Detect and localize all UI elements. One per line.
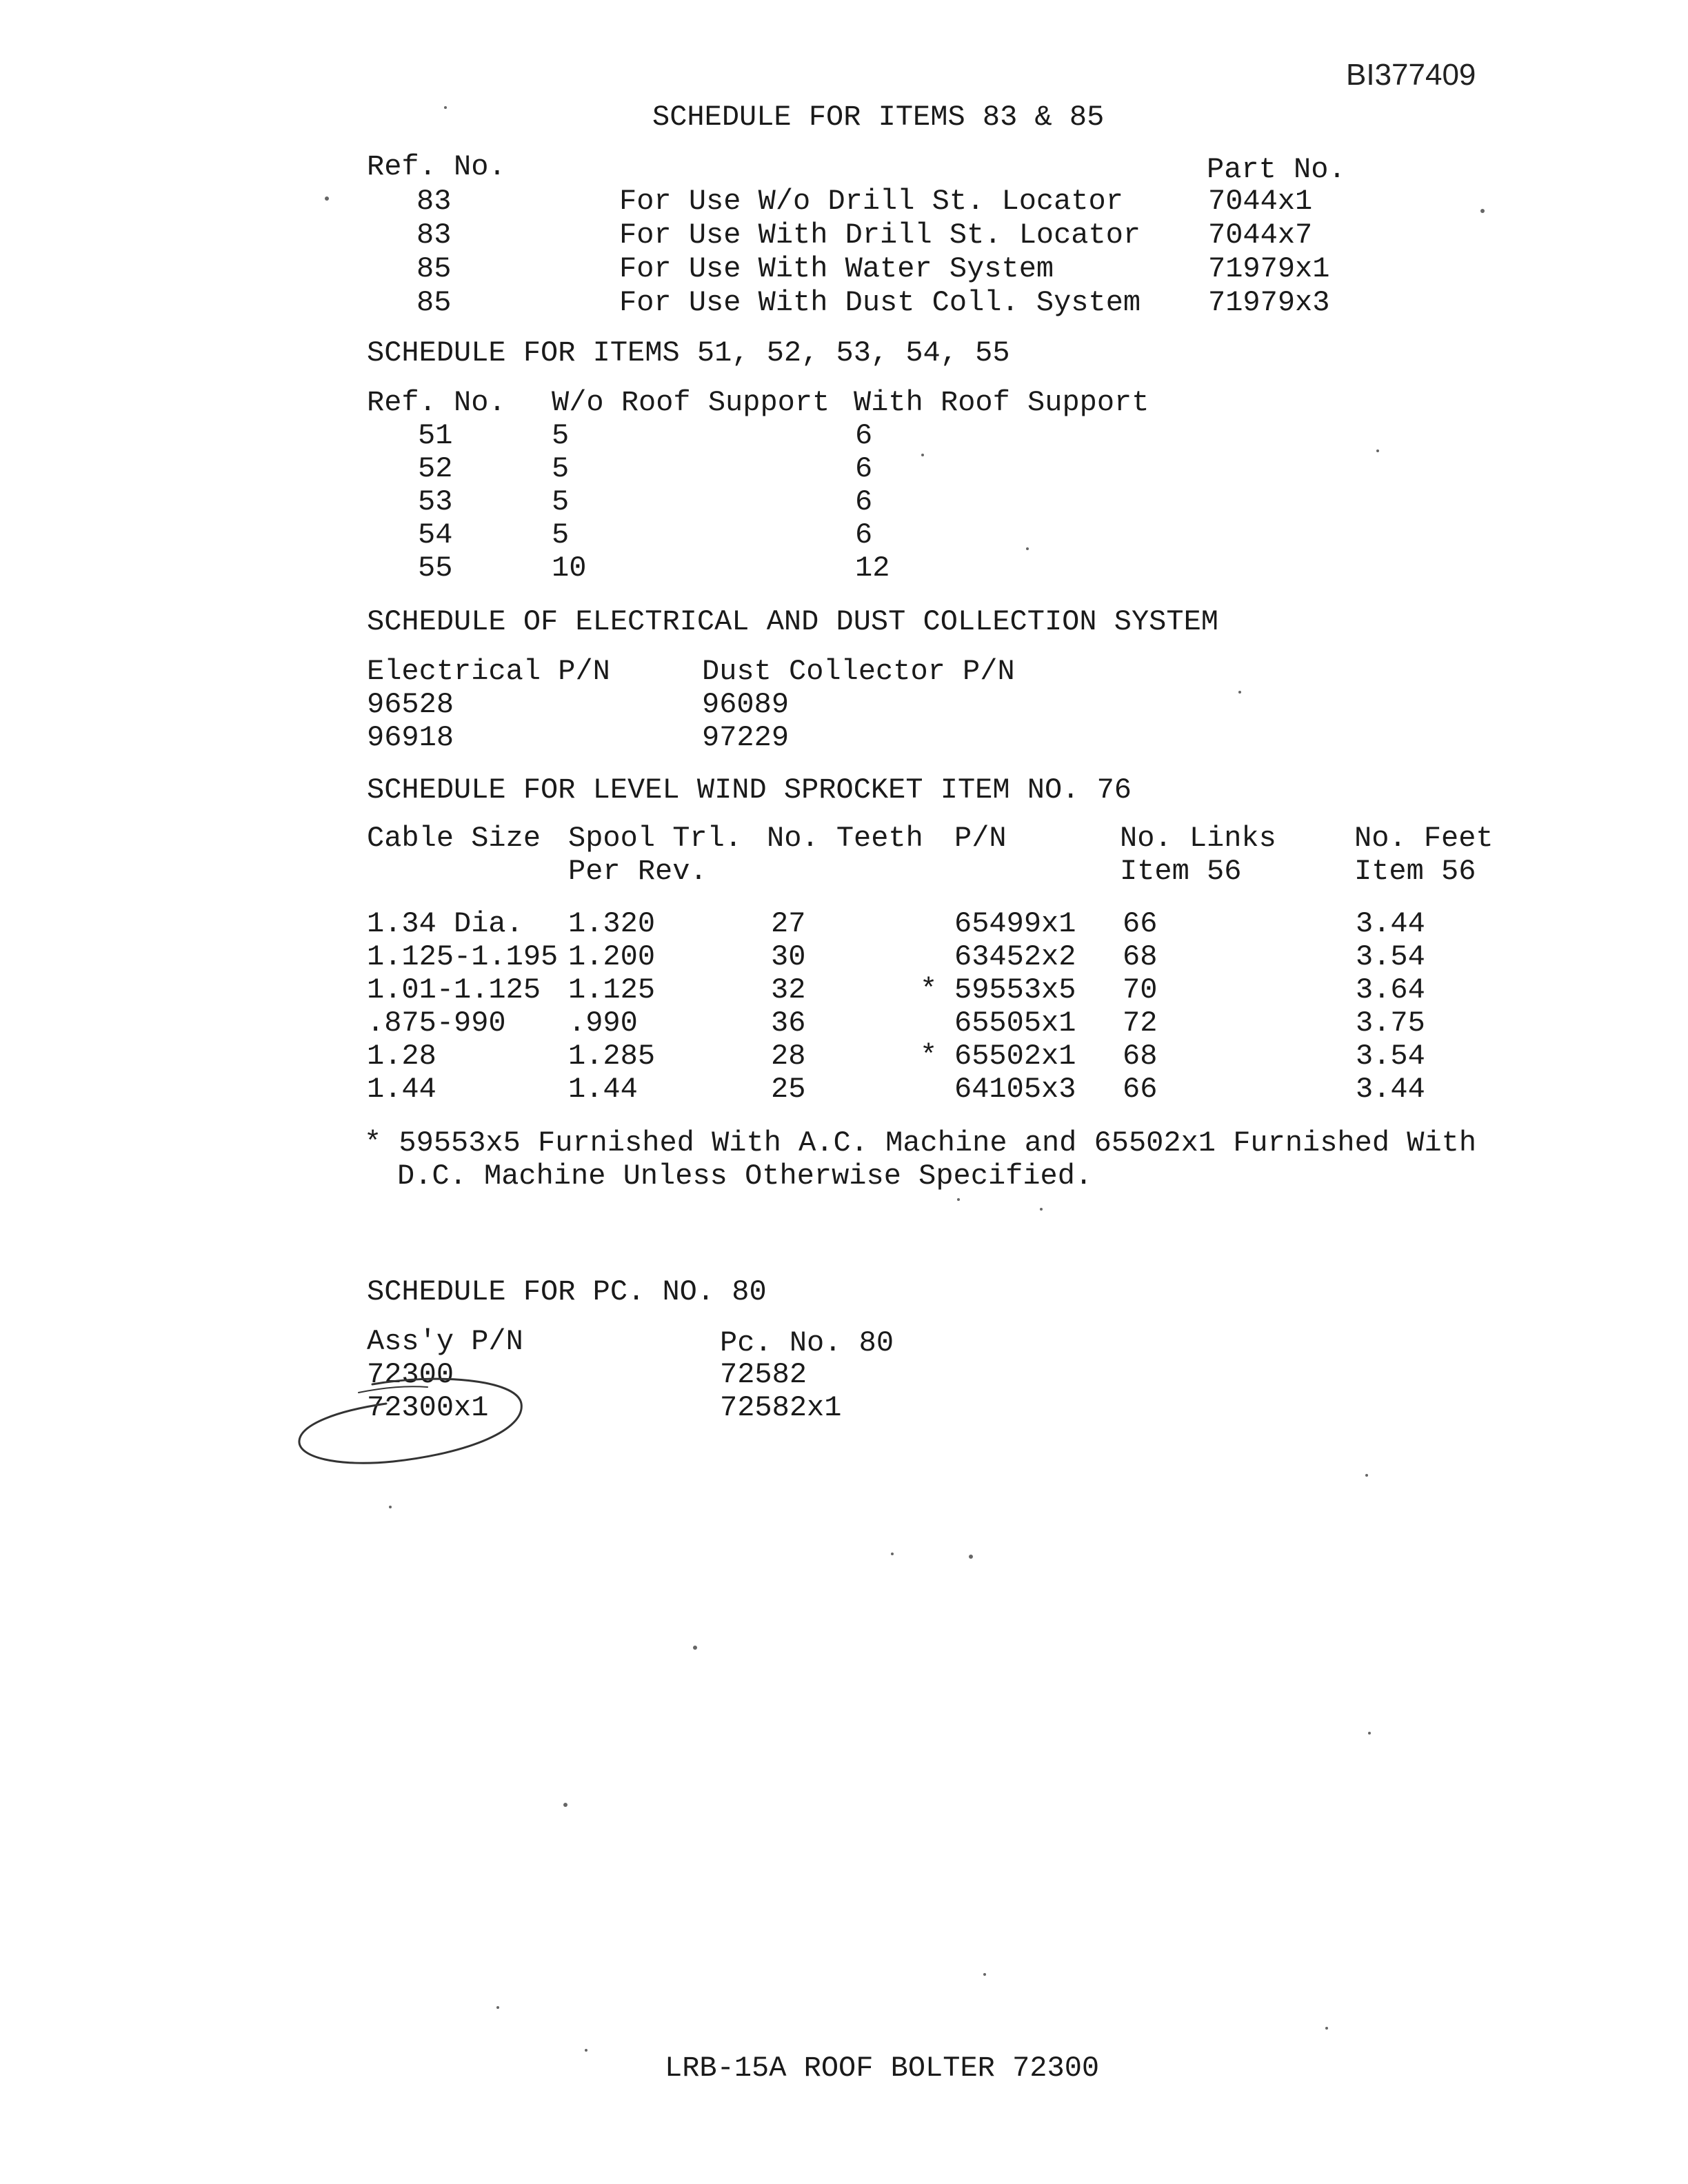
pc-no-80-header: Pc. No. 80	[720, 1326, 894, 1359]
description-cell: For Use W/o Drill St. Locator	[619, 185, 1123, 218]
part-cell: 7044x1	[1208, 185, 1313, 218]
pn-cell: 59553x5	[954, 973, 1076, 1007]
ref-no-header: Ref. No.	[367, 150, 506, 183]
electrical-pn-header: Electrical P/N	[367, 655, 610, 688]
spool-cell: 1.285	[568, 1040, 656, 1073]
spool-cell: 1.44	[568, 1073, 638, 1106]
with-cell: 6	[855, 485, 873, 518]
links-cell: 72	[1123, 1007, 1158, 1040]
feet-cell: 3.64	[1356, 973, 1425, 1007]
feet-cell: 3.44	[1356, 907, 1425, 940]
links-cell: 66	[1123, 907, 1158, 940]
wo-cell: 5	[552, 485, 570, 518]
section-title-level-wind-sprocket: SCHEDULE FOR LEVEL WIND SPROCKET ITEM NO. 76	[367, 774, 1132, 807]
section-title-electrical-dust: SCHEDULE OF ELECTRICAL AND DUST COLLECTION SYSTEM	[367, 605, 1219, 638]
dust-cell: 96089	[702, 688, 790, 721]
ref-cell: 51	[418, 419, 453, 452]
links-header-line2: Item 56	[1120, 855, 1242, 888]
spool-cell: 1.200	[568, 940, 656, 973]
links-cell: 68	[1123, 940, 1158, 973]
pn-cell: 63452x2	[954, 940, 1076, 973]
cable-cell: 1.01-1.125	[367, 973, 541, 1007]
ref-cell: 54	[418, 518, 453, 552]
part-cell: 71979x3	[1208, 286, 1330, 319]
teeth-cell: 28	[771, 1040, 806, 1073]
links-cell: 70	[1123, 973, 1158, 1007]
with-cell: 12	[855, 552, 890, 585]
spool-cell: .990	[568, 1007, 638, 1040]
pn-header: P/N	[954, 822, 1007, 855]
links-cell: 66	[1123, 1073, 1158, 1106]
cable-cell: 1.44	[367, 1073, 436, 1106]
cable-cell: .875-990	[367, 1007, 506, 1040]
assy-pn-header: Ass'y P/N	[367, 1325, 523, 1358]
links-header-line1: No. Links	[1120, 822, 1276, 855]
asterisk-mark: *	[920, 1040, 938, 1073]
wo-roof-support-header: W/o Roof Support	[552, 386, 830, 419]
cable-cell: 1.125-1.195	[367, 940, 559, 973]
teeth-cell: 30	[771, 940, 806, 973]
pn-cell: 65505x1	[954, 1007, 1076, 1040]
ref-cell: 53	[418, 485, 453, 518]
ref-no-header: Ref. No.	[367, 386, 506, 419]
pn-cell: 65502x1	[954, 1040, 1076, 1073]
footnote-line2: D.C. Machine Unless Otherwise Specified.	[397, 1160, 1093, 1193]
description-cell: For Use With Drill St. Locator	[619, 219, 1141, 252]
teeth-cell: 32	[771, 973, 806, 1007]
with-cell: 6	[855, 452, 873, 485]
feet-header-line2: Item 56	[1354, 855, 1476, 888]
part-no-header: Part No.	[1207, 153, 1346, 186]
pn-cell: 65499x1	[954, 907, 1076, 940]
assy-cell: 72300x1	[367, 1391, 489, 1424]
section-title-pc-80: SCHEDULE FOR PC. NO. 80	[367, 1275, 767, 1308]
section-title-items-51-55: SCHEDULE FOR ITEMS 51, 52, 53, 54, 55	[367, 336, 1010, 370]
wo-cell: 5	[552, 419, 570, 452]
ref-cell: 85	[416, 252, 452, 285]
ref-cell: 85	[416, 286, 452, 319]
feet-cell: 3.44	[1356, 1073, 1425, 1106]
ref-cell: 55	[418, 552, 453, 585]
teeth-cell: 25	[771, 1073, 806, 1106]
feet-cell: 3.54	[1356, 1040, 1425, 1073]
wo-cell: 10	[552, 552, 587, 585]
spool-header-line2: Per Rev.	[568, 855, 707, 888]
with-cell: 6	[855, 518, 873, 552]
teeth-cell: 27	[771, 907, 806, 940]
pc-cell: 72582x1	[720, 1391, 842, 1424]
feet-cell: 3.54	[1356, 940, 1425, 973]
part-cell: 7044x7	[1208, 219, 1313, 252]
pn-cell: 64105x3	[954, 1073, 1076, 1106]
asterisk-mark: *	[920, 973, 938, 1007]
assy-cell: 72300	[367, 1358, 454, 1391]
dust-cell: 97229	[702, 721, 790, 754]
spool-cell: 1.125	[568, 973, 656, 1007]
ref-cell: 83	[416, 185, 452, 218]
wo-cell: 5	[552, 452, 570, 485]
pc-cell: 72582	[720, 1358, 807, 1391]
dust-collector-pn-header: Dust Collector P/N	[702, 655, 1015, 688]
spool-cell: 1.320	[568, 907, 656, 940]
wo-cell: 5	[552, 518, 570, 552]
feet-cell: 3.75	[1356, 1007, 1425, 1040]
ref-cell: 52	[418, 452, 453, 485]
links-cell: 68	[1123, 1040, 1158, 1073]
teeth-cell: 36	[771, 1007, 806, 1040]
electrical-cell: 96918	[367, 721, 454, 754]
description-cell: For Use With Dust Coll. System	[619, 286, 1141, 319]
cable-cell: 1.28	[367, 1040, 436, 1073]
ref-cell: 83	[416, 219, 452, 252]
teeth-header: No. Teeth	[767, 822, 923, 855]
with-roof-support-header: With Roof Support	[854, 386, 1149, 419]
feet-header-line1: No. Feet	[1354, 822, 1494, 855]
description-cell: For Use With Water System	[619, 252, 1054, 285]
part-cell: 71979x1	[1208, 252, 1330, 285]
spool-header-line1: Spool Trl.	[568, 822, 743, 855]
section-title-items-83-85: SCHEDULE FOR ITEMS 83 & 85	[652, 101, 1105, 134]
document-id: BI377409	[1346, 58, 1476, 92]
with-cell: 6	[855, 419, 873, 452]
footnote-line1: * 59553x5 Furnished With A.C. Machine and 65502x1 Furnished With	[364, 1126, 1477, 1160]
cable-cell: 1.34 Dia.	[367, 907, 523, 940]
cable-size-header: Cable Size	[367, 822, 541, 855]
footer-title: LRB-15A ROOF BOLTER 72300	[665, 2052, 1100, 2085]
electrical-cell: 96528	[367, 688, 454, 721]
